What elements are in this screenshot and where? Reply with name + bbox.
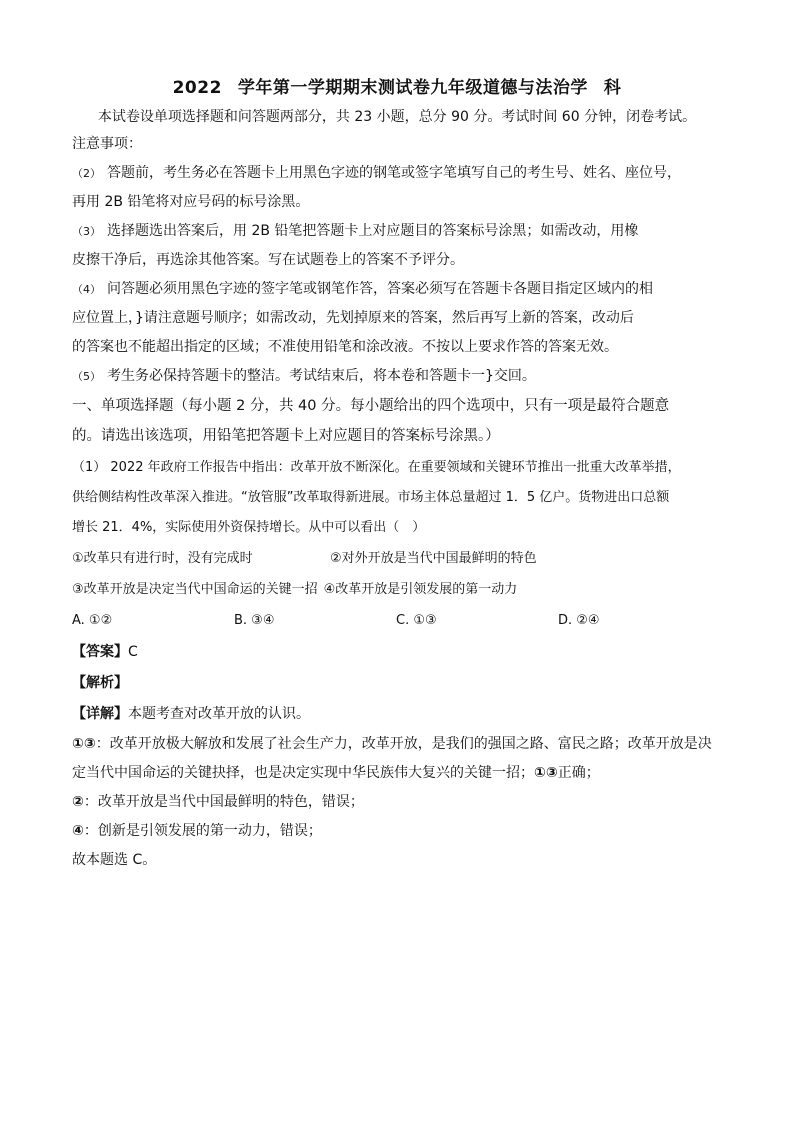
conclusion: 故本题选 C。 (72, 852, 157, 868)
notice-text: 皮擦干净后，再选涂其他答案。写在试题卷上的答案不予评分。 (72, 252, 464, 268)
statement-4: ④改革开放是引领发展的第一动力 (323, 582, 518, 597)
page-title (72, 76, 722, 100)
explanation-key: ①③ (72, 736, 96, 752)
question-stem-line: 增长 21．4%，实际使用外资保持增长。从中可以看出（ ） (72, 520, 426, 535)
statement-row (72, 543, 722, 574)
detail-text: 本题考查对改革开放的认识。 (128, 706, 310, 722)
notice-text: 考生务必保持答题卡的整洁。考试结束后，将本卷和答题卡一}交回。 (107, 368, 536, 384)
notice-text: 答题前，考生务必在答题卡上用黑色字迹的钢笔或签字笔填写自己的考生号、姓名、座位号， (107, 165, 681, 181)
title-main: 学年第一学期期末测试卷九年级道德与法治学 (237, 78, 588, 98)
answer-line (72, 637, 722, 668)
explanation-1 (72, 730, 722, 759)
notice-text: 选择题选出答案后，用 2B 铅笔把答题卡上对应题目的答案标号涂黑；如需改动，用橡 (107, 223, 639, 239)
title-tail: 科 (603, 78, 622, 98)
explanation-key: ④ (72, 823, 84, 839)
explanation-text: 正确； (557, 765, 600, 781)
option-a: A. ①② (72, 613, 113, 628)
question-stem-line: （1） 2022 年政府工作报告中指出：改革开放不断深化。在重要领域和关键环节推出一批重大改革举措， (72, 460, 681, 475)
notice-text: 的答案也不能超出指定的区域；不准使用铅笔和涂改液。不按以上要求作答的答案无效。 (72, 339, 618, 355)
explanation-text: ：改革开放极大解放和发展了社会生产力，改革开放，是我们的强国之路、富民之路；改革开放是决 (95, 736, 712, 752)
answer-value: C (128, 644, 138, 660)
explanation-2 (72, 788, 722, 817)
notice-text: 应位置上，}请注意题号顺序；如需改动，先划掉原来的答案，然后再写上新的答案，改动后 (72, 310, 634, 326)
notice-5 (72, 362, 722, 391)
notice-number: （2） (72, 167, 101, 180)
notice-text: 问答题必须用黑色字迹的签字笔或钢笔作答，答案必须写在答题卡各题目指定区域内的相 (107, 281, 653, 297)
notice-2 (72, 159, 722, 217)
option-c: C. ①③ (396, 613, 437, 628)
option-d: D. ②④ (558, 613, 600, 628)
answer-options (72, 605, 722, 637)
notice-number: （5） (72, 370, 101, 383)
statement-3: ③改革开放是决定当代中国命运的关键一招 (72, 582, 318, 597)
statement-2: ②对外开放是当代中国最鲜明的特色 (330, 551, 537, 566)
notice-number: （4） (72, 283, 101, 296)
section-one-heading (72, 391, 722, 451)
notice-3 (72, 217, 722, 275)
statement-row (72, 574, 722, 605)
explanation-key: ①③ (534, 765, 558, 781)
notice-4 (72, 275, 722, 362)
section-heading-line: 一、单项选择题（每小题 2 分，共 40 分。每小题给出的四个选项中，只有一项是最符合题意 (72, 398, 670, 414)
explanation-3 (72, 817, 722, 846)
detail-tag: 【详解】 (72, 706, 128, 722)
explanation-1-cont (72, 759, 722, 788)
notice-text: 再用 2B 铅笔将对应号码的标号涂黑。 (72, 194, 310, 210)
explanation-text: ：创新是引领发展的第一动力，错误； (83, 823, 322, 839)
explanation-text: 定当代中国命运的关键抉择，也是决定实现中华民族伟大复兴的关键一招； (72, 765, 534, 781)
explanation-key: ② (72, 794, 84, 810)
title-year: 2022 (172, 78, 222, 98)
question-1 (72, 453, 722, 875)
option-b: B. ③④ (234, 613, 275, 628)
section-heading-line: 的。请选出该选项，用铅笔把答题卡上对应题目的答案标号涂黑。） (72, 428, 500, 444)
analysis-tag: 【解析】 (72, 675, 128, 691)
exam-intro: 本试卷设单项选择题和问答题两部分，共 23 小题，总分 90 分。考试时间 60 分钟，闭卷考试。 (97, 109, 697, 125)
notice-number: （3） (72, 225, 101, 238)
detail-line (72, 699, 722, 730)
statement-1: ①改革只有进行时，没有完成时 (72, 551, 253, 566)
notice-heading: 注意事项： (72, 136, 142, 152)
explanation-text: ：改革开放是当代中国最鲜明的特色，错误； (83, 794, 364, 810)
answer-tag: 【答案】 (72, 644, 128, 660)
question-stem-line: 供给侧结构性改革深入推进。“放管服”改革取得新进展。市场主体总量超过 1．5 亿户。货物进出口总额 (72, 490, 670, 505)
